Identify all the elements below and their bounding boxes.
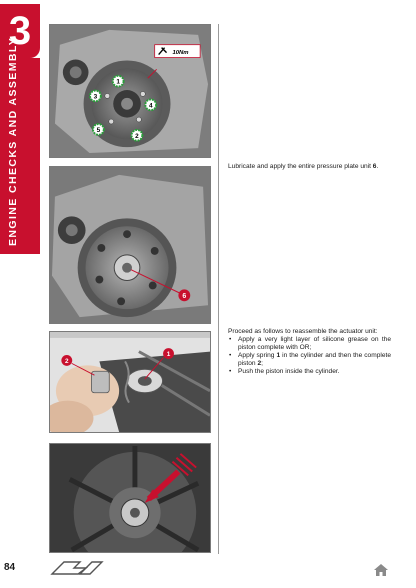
callout-3-label: 3 [93,93,98,101]
step-apply-spring [228,352,391,368]
callout-1 [113,76,124,87]
step-apply-piston-ref: 2 [257,360,262,368]
callout-5 [93,124,104,135]
instruction-actuator-steps [228,336,391,376]
callout-5-label: 5 [96,126,101,134]
instruction-actuator-intro: Proceed as follows to reassemble the actuator unit: [228,328,378,335]
callout-6 [178,289,190,301]
step-apply-spring-ref: 1 [276,352,281,360]
callout-spring-1-label: 1 [166,351,171,359]
callout-1-label: 1 [116,78,120,86]
callout-2 [131,130,142,141]
instruction-pressure-plate [228,163,391,171]
home-icon[interactable] [373,563,389,577]
callout-piston-2 [61,355,72,366]
page-number: 84 [4,562,16,573]
callout-2-label: 2 [135,132,139,140]
callout-piston-2-label: 2 [65,357,69,365]
photo-push-piston [49,443,211,553]
step-push-piston: • Push the piston inside the cylinder. [228,368,391,376]
column-divider [218,24,219,554]
step-grease-piston: • Apply a very light layer of silicone grease on the piston complete with OR; [228,336,391,352]
photo-pressure-plate [49,166,211,324]
photo-spring-and-piston [49,331,211,433]
callout-4-label: 4 [148,102,153,110]
callout-6-label: 6 [182,292,187,300]
callout-4 [145,99,156,110]
callout-3 [90,91,101,102]
torque-label: 10Nm [172,50,189,57]
step-apply-spring-c: in the cylinder and then the complete piston [238,352,391,368]
instruction-pressure-plate-text: Lubricate and apply the entire pressure plate unit [228,163,373,170]
callout-spring-1 [163,348,174,359]
chapter-number: 3 [8,9,32,53]
step-apply-spring-e: ; [261,360,263,368]
instruction-pressure-plate-ref: 6 [372,163,377,170]
instruction-actuator [228,328,391,377]
instruction-pressure-plate-end: . [376,163,379,170]
step-apply-spring-a: Apply spring [238,352,277,360]
chapter-band [0,0,42,588]
chapter-title: ENGINE CHECKS AND ASSEMBLY [7,36,19,246]
brand-logo [50,560,104,576]
chapter-side-strip [0,58,40,254]
photo-clutch-tightening-sequence [49,24,211,158]
chapter-tab [0,4,40,58]
